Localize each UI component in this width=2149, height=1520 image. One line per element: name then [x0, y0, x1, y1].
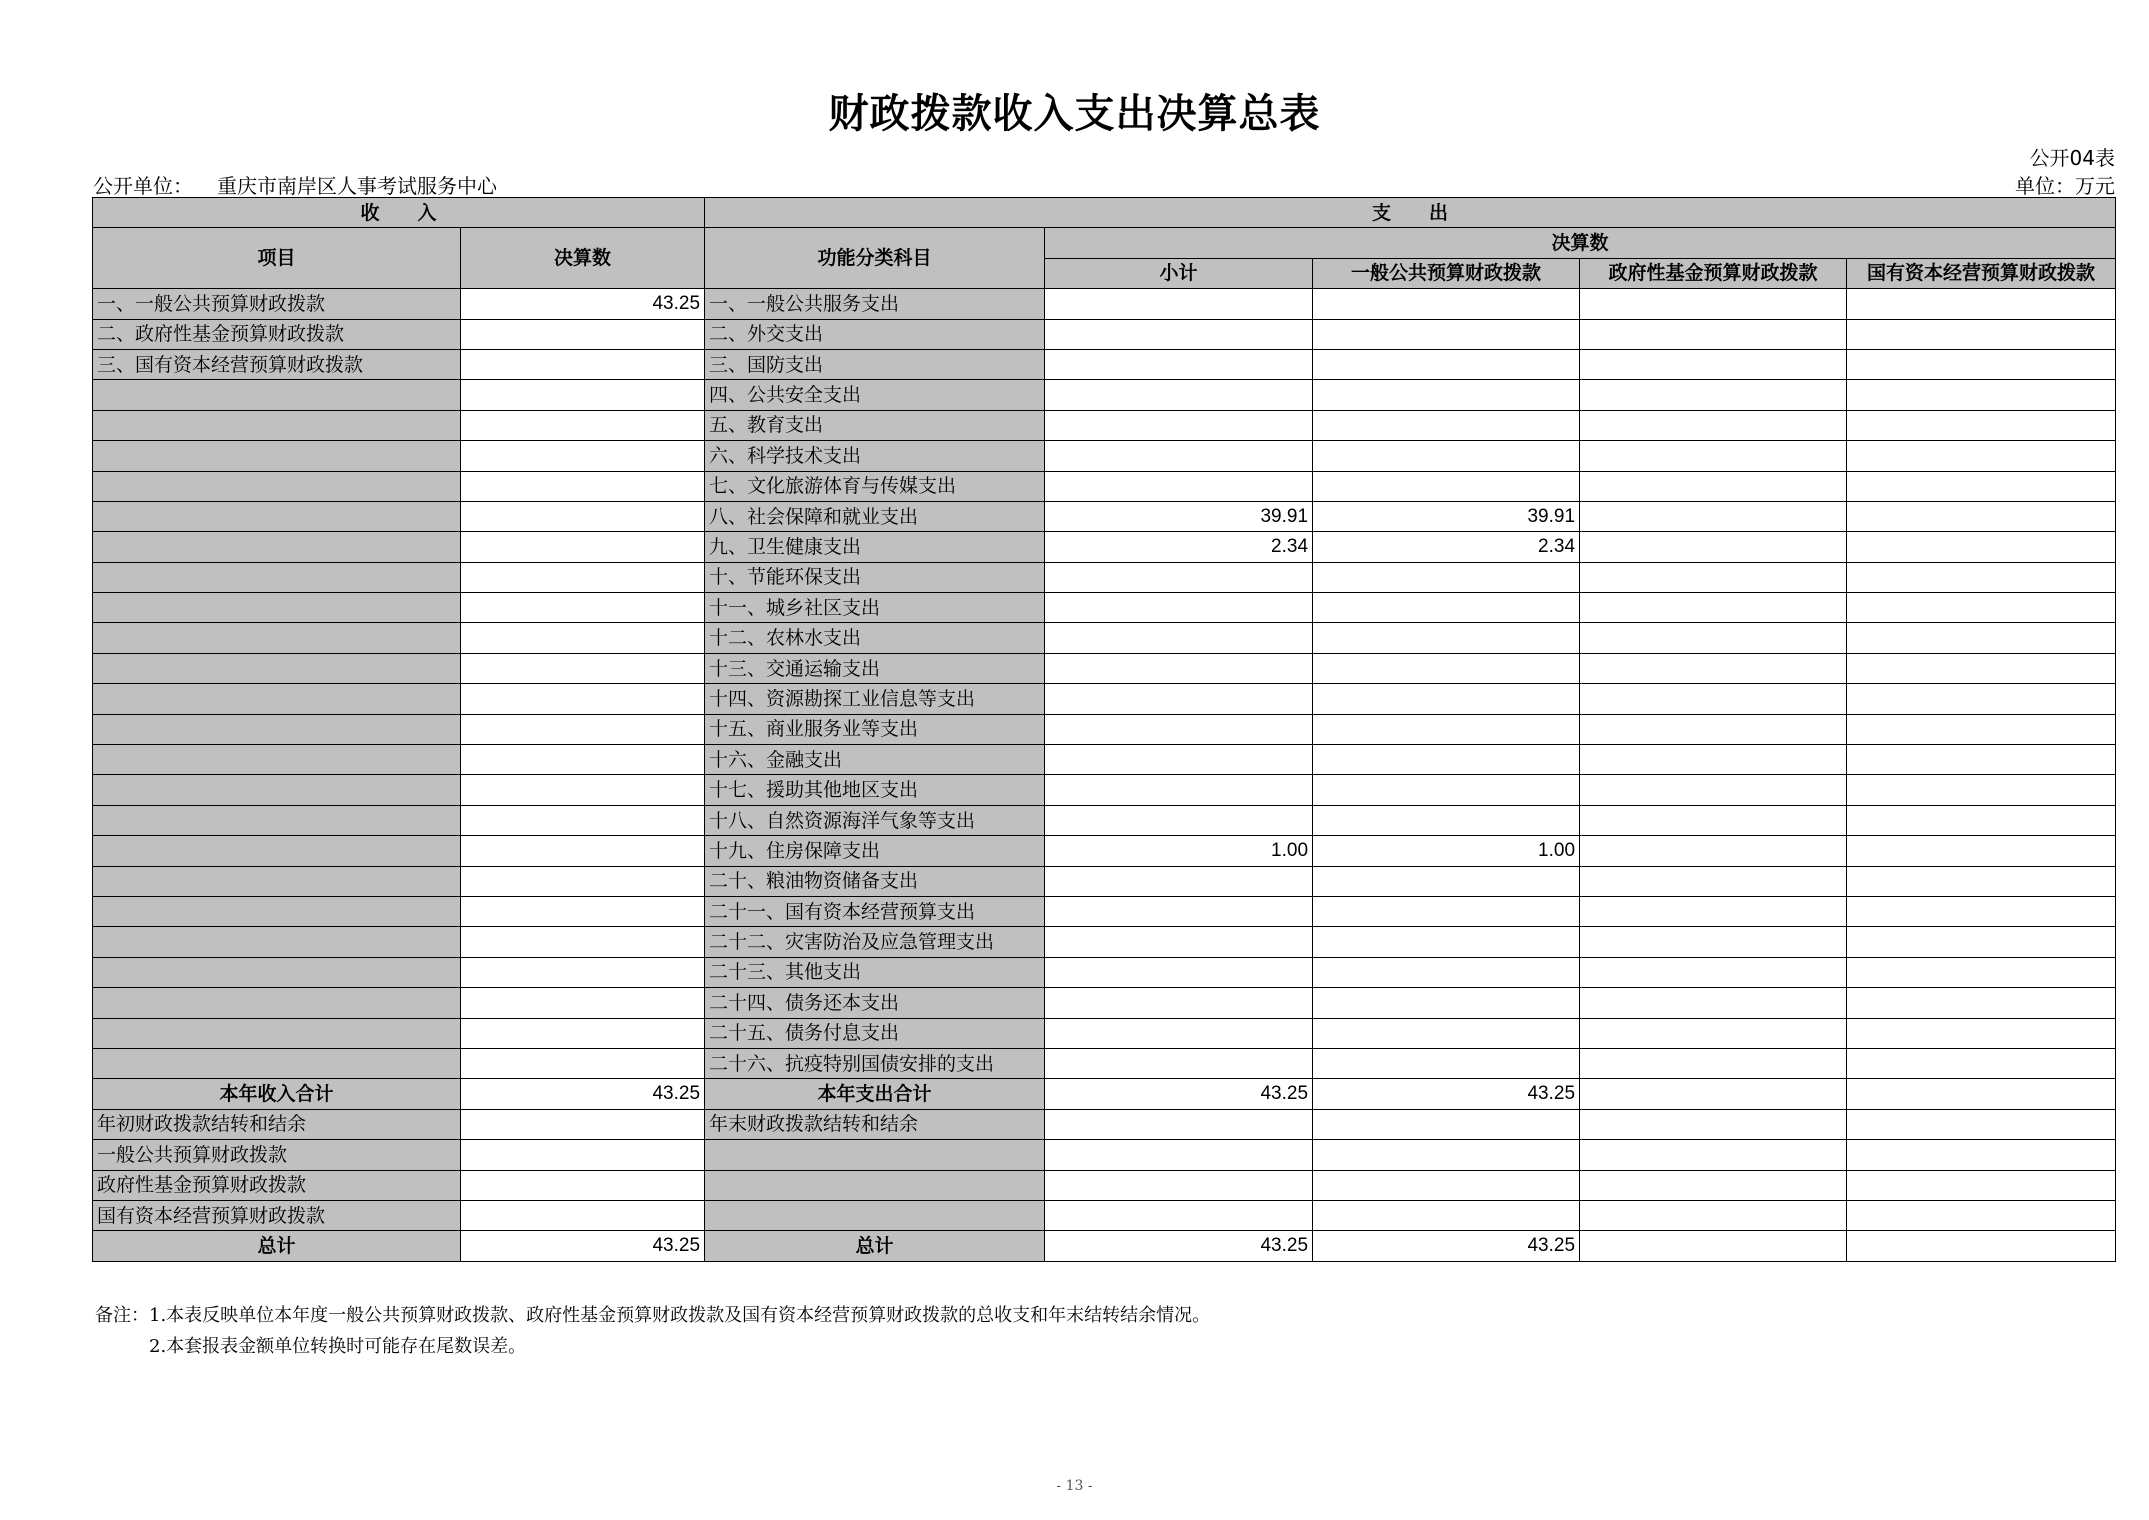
expense-gov-fund: [1580, 532, 1847, 562]
expense-item: 二、外交支出: [705, 319, 1045, 349]
income-item: [93, 441, 461, 471]
carry-end-item-amount: [1045, 1200, 1313, 1230]
reporting-unit: [93, 170, 497, 199]
carry-item-row: [93, 1140, 2116, 1170]
year-expense-state-capital: [1847, 1079, 2116, 1109]
reporting-unit-name: 重庆市南岸区人事考试服务中心: [217, 174, 497, 198]
carry-begin-amount: [461, 1109, 705, 1139]
expense-item: 二十三、其他支出: [705, 957, 1045, 987]
expense-gov-fund: [1580, 441, 1847, 471]
carry-end-item-amount: [1045, 1140, 1313, 1170]
expense-subtotal: 2.34: [1045, 532, 1313, 562]
expense-item: 十八、自然资源海洋气象等支出: [705, 805, 1045, 835]
carry-end-item-amount: [1847, 1140, 2116, 1170]
expense-general: [1313, 562, 1580, 592]
expense-gov-fund: [1580, 1018, 1847, 1048]
carry-end-item-amount: [1580, 1200, 1847, 1230]
expense-gov-fund: [1580, 714, 1847, 744]
grand-expense-subtotal: 43.25: [1045, 1231, 1313, 1261]
table-row: [93, 866, 2116, 896]
expense-item: 十、节能环保支出: [705, 562, 1045, 592]
expense-general: [1313, 805, 1580, 835]
carry-item-amount: [461, 1140, 705, 1170]
income-amount: [461, 745, 705, 775]
expense-item: 十九、住房保障支出: [705, 836, 1045, 866]
expense-subtotal: [1045, 593, 1313, 623]
table-row: [93, 896, 2116, 926]
expense-subtotal: [1045, 380, 1313, 410]
expense-general: [1313, 1018, 1580, 1048]
income-item: [93, 745, 461, 775]
budget-amount-header: 决算数: [1045, 228, 2116, 258]
expense-state-capital: [1847, 653, 2116, 683]
expense-general: [1313, 471, 1580, 501]
expense-state-capital: [1847, 927, 2116, 957]
grand-expense-state-capital: [1847, 1231, 2116, 1261]
table-row: [93, 441, 2116, 471]
income-item: [93, 623, 461, 653]
expense-state-capital: [1847, 532, 2116, 562]
table-row: [93, 593, 2116, 623]
expense-subtotal: [1045, 471, 1313, 501]
expense-item: 三、国防支出: [705, 349, 1045, 379]
expense-subtotal: [1045, 745, 1313, 775]
income-amount: [461, 988, 705, 1018]
expense-state-capital: [1847, 319, 2116, 349]
income-item: [93, 988, 461, 1018]
expense-subtotal: [1045, 653, 1313, 683]
expense-gov-fund: [1580, 562, 1847, 592]
table-row: [93, 319, 2116, 349]
expense-gov-fund: [1580, 836, 1847, 866]
income-amount: [461, 805, 705, 835]
expense-general: 2.34: [1313, 532, 1580, 562]
income-item: 一、一般公共预算财政拨款: [93, 289, 461, 319]
expense-general: [1313, 775, 1580, 805]
table-body: [93, 289, 2116, 1262]
table-row: [93, 1018, 2116, 1048]
income-item: [93, 866, 461, 896]
income-item: [93, 653, 461, 683]
expense-general: [1313, 441, 1580, 471]
expense-gov-fund: [1580, 623, 1847, 653]
expense-gov-fund: [1580, 957, 1847, 987]
expense-gov-fund: [1580, 380, 1847, 410]
expense-general: [1313, 349, 1580, 379]
expense-gov-fund: [1580, 1048, 1847, 1078]
year-income-total: 43.25: [461, 1079, 705, 1109]
expense-item: 二十五、债务付息支出: [705, 1018, 1045, 1048]
expense-state-capital: [1847, 805, 2116, 835]
expense-item: 二十二、灾害防治及应急管理支出: [705, 927, 1045, 957]
income-amount: [461, 349, 705, 379]
income-amount: [461, 1048, 705, 1078]
income-amount: [461, 927, 705, 957]
expense-gov-fund: [1580, 653, 1847, 683]
expense-subtotal: [1045, 896, 1313, 926]
grand-income-total: 43.25: [461, 1231, 705, 1261]
income-item: [93, 471, 461, 501]
expense-item: 九、卫生健康支出: [705, 532, 1045, 562]
table-row: [93, 988, 2116, 1018]
income-item: [93, 805, 461, 835]
grand-total-row: [93, 1231, 2116, 1261]
expense-subtotal: [1045, 349, 1313, 379]
expense-item: 二十、粮油物资储备支出: [705, 866, 1045, 896]
expense-item: 一、一般公共服务支出: [705, 289, 1045, 319]
expense-state-capital: [1847, 380, 2116, 410]
expense-state-capital: [1847, 866, 2116, 896]
expense-subtotal: [1045, 1048, 1313, 1078]
table-row: [93, 562, 2116, 592]
expense-subtotal: [1045, 319, 1313, 349]
expense-state-capital: [1847, 775, 2116, 805]
table-row: [93, 714, 2116, 744]
expense-general: [1313, 866, 1580, 896]
grand-income-total-label: 总计: [93, 1231, 461, 1261]
income-amount: [461, 471, 705, 501]
income-item: [93, 927, 461, 957]
amount-header: 决算数: [461, 228, 705, 289]
grand-expense-general: 43.25: [1313, 1231, 1580, 1261]
expense-general: [1313, 927, 1580, 957]
income-amount: 43.25: [461, 289, 705, 319]
expense-subtotal: [1045, 684, 1313, 714]
income-item: [93, 380, 461, 410]
table-row: [93, 684, 2116, 714]
expense-gov-fund: [1580, 289, 1847, 319]
expense-subtotal: [1045, 623, 1313, 653]
expense-subtotal: [1045, 410, 1313, 440]
carry-end-item-amount: [1847, 1200, 2116, 1230]
expense-gov-fund: [1580, 805, 1847, 835]
carry-item-row: [93, 1170, 2116, 1200]
expense-general: [1313, 410, 1580, 440]
expense-state-capital: [1847, 896, 2116, 926]
page-number: - 13 -: [1056, 1478, 1093, 1494]
carry-end-item-amount: [1045, 1170, 1313, 1200]
expense-state-capital: [1847, 441, 2116, 471]
expense-subtotal: [1045, 927, 1313, 957]
income-amount: [461, 866, 705, 896]
gov-fund-header: 政府性基金预算财政拨款: [1580, 258, 1847, 288]
table-row: [93, 532, 2116, 562]
expense-state-capital: [1847, 501, 2116, 531]
expense-state-capital: [1847, 410, 2116, 440]
carry-end-amount: [1045, 1109, 1313, 1139]
expense-item: 二十四、债务还本支出: [705, 988, 1045, 1018]
expense-state-capital: [1847, 349, 2116, 379]
income-item: [93, 532, 461, 562]
income-amount: [461, 896, 705, 926]
carry-end-item-label: [705, 1200, 1045, 1230]
page-title: 财政拨款收入支出决算总表: [828, 91, 1321, 137]
income-item: [93, 836, 461, 866]
expense-gov-fund: [1580, 745, 1847, 775]
year-income-total-label: 本年收入合计: [93, 1079, 461, 1109]
expense-state-capital: [1847, 836, 2116, 866]
expense-state-capital: [1847, 957, 2116, 987]
expense-item: 十五、商业服务业等支出: [705, 714, 1045, 744]
expense-subtotal: [1045, 775, 1313, 805]
expense-general: [1313, 380, 1580, 410]
carry-end-item-amount: [1580, 1140, 1847, 1170]
expense-item: 十三、交通运输支出: [705, 653, 1045, 683]
income-item: [93, 501, 461, 531]
carry-end-label: 年末财政拨款结转和结余: [705, 1109, 1045, 1139]
carry-end-amount: [1580, 1109, 1847, 1139]
expense-item: 十二、农林水支出: [705, 623, 1045, 653]
table-row: [93, 410, 2116, 440]
table-row: [93, 836, 2116, 866]
income-amount: [461, 441, 705, 471]
income-amount: [461, 532, 705, 562]
expense-general: [1313, 745, 1580, 775]
expense-subtotal: [1045, 289, 1313, 319]
expense-subtotal: [1045, 957, 1313, 987]
expense-general: 1.00: [1313, 836, 1580, 866]
expense-gov-fund: [1580, 593, 1847, 623]
expense-general: [1313, 319, 1580, 349]
expense-subtotal: [1045, 1018, 1313, 1048]
expense-general: [1313, 1048, 1580, 1078]
expense-state-capital: [1847, 745, 2116, 775]
income-amount: [461, 836, 705, 866]
expense-gov-fund: [1580, 349, 1847, 379]
carry-end-item-amount: [1313, 1140, 1580, 1170]
income-amount: [461, 623, 705, 653]
income-amount: [461, 501, 705, 531]
expense-subtotal: [1045, 866, 1313, 896]
income-amount: [461, 562, 705, 592]
carry-item-amount: [461, 1200, 705, 1230]
expense-item: 十七、援助其他地区支出: [705, 775, 1045, 805]
expense-item: 六、科学技术支出: [705, 441, 1045, 471]
expense-gov-fund: [1580, 319, 1847, 349]
income-amount: [461, 593, 705, 623]
year-expense-total-label: 本年支出合计: [705, 1079, 1045, 1109]
income-item: [93, 775, 461, 805]
year-expense-gov-fund: [1580, 1079, 1847, 1109]
state-capital-header: 国有资本经营预算财政拨款: [1847, 258, 2116, 288]
income-item: [93, 896, 461, 926]
note-2: 2.本套报表金额单位转换时可能存在尾数误差。: [149, 1336, 527, 1357]
carry-end-item-amount: [1847, 1170, 2116, 1200]
table-row: [93, 471, 2116, 501]
item-header: 项目: [93, 228, 461, 289]
expense-gov-fund: [1580, 501, 1847, 531]
table-row: [93, 1048, 2116, 1078]
reporting-unit-label: 公开单位：: [93, 174, 193, 198]
general-budget-header: 一般公共预算财政拨款: [1313, 258, 1580, 288]
carry-item-amount: [461, 1170, 705, 1200]
expense-general: [1313, 684, 1580, 714]
carry-begin-label: 年初财政拨款结转和结余: [93, 1109, 461, 1139]
expense-gov-fund: [1580, 927, 1847, 957]
carry-item-label: 政府性基金预算财政拨款: [93, 1170, 461, 1200]
carry-end-amount: [1847, 1109, 2116, 1139]
income-item: [93, 1018, 461, 1048]
income-item: [93, 410, 461, 440]
table-row: [93, 501, 2116, 531]
expense-state-capital: [1847, 988, 2116, 1018]
income-header: 收 入: [93, 198, 705, 228]
expense-subtotal: [1045, 805, 1313, 835]
expense-state-capital: [1847, 623, 2116, 653]
income-item: 三、国有资本经营预算财政拨款: [93, 349, 461, 379]
income-amount: [461, 684, 705, 714]
expense-item: 十一、城乡社区支出: [705, 593, 1045, 623]
carry-end-item-label: [705, 1140, 1045, 1170]
table-row: [93, 653, 2116, 683]
carry-item-label: 国有资本经营预算财政拨款: [93, 1200, 461, 1230]
income-amount: [461, 410, 705, 440]
income-amount: [461, 653, 705, 683]
income-item: 二、政府性基金预算财政拨款: [93, 319, 461, 349]
subtotal-header: 小计: [1045, 258, 1313, 288]
carry-end-amount: [1313, 1109, 1580, 1139]
year-expense-subtotal: 43.25: [1045, 1079, 1313, 1109]
budget-table: [92, 197, 2116, 1262]
income-amount: [461, 380, 705, 410]
expense-state-capital: [1847, 714, 2116, 744]
money-unit: 单位：万元: [2015, 174, 2115, 198]
income-item: [93, 562, 461, 592]
expense-state-capital: [1847, 289, 2116, 319]
carry-end-item-amount: [1313, 1170, 1580, 1200]
expense-item: 四、公共安全支出: [705, 380, 1045, 410]
income-item: [93, 593, 461, 623]
expense-subtotal: 39.91: [1045, 501, 1313, 531]
carry-item-label: 一般公共预算财政拨款: [93, 1140, 461, 1170]
expense-item: 五、教育支出: [705, 410, 1045, 440]
expense-gov-fund: [1580, 684, 1847, 714]
expense-item: 十四、资源勘探工业信息等支出: [705, 684, 1045, 714]
expense-general: [1313, 896, 1580, 926]
income-amount: [461, 957, 705, 987]
carry-row: [93, 1109, 2116, 1139]
note-1: 备注：1.本表反映单位本年度一般公共预算财政拨款、政府性基金预算财政拨款及国有资本经营预算财政拨款的总收支和年末结转结余情况。: [95, 1305, 1211, 1326]
table-row: [93, 623, 2116, 653]
year-total-row: [93, 1079, 2116, 1109]
expense-gov-fund: [1580, 988, 1847, 1018]
func-category-header: 功能分类科目: [705, 228, 1045, 289]
expense-state-capital: [1847, 593, 2116, 623]
income-item: [93, 957, 461, 987]
year-expense-general: 43.25: [1313, 1079, 1580, 1109]
expense-general: [1313, 289, 1580, 319]
expense-gov-fund: [1580, 471, 1847, 501]
income-amount: [461, 1018, 705, 1048]
table-row: [93, 289, 2116, 319]
expense-general: [1313, 623, 1580, 653]
expense-state-capital: [1847, 471, 2116, 501]
table-row: [93, 745, 2116, 775]
expense-state-capital: [1847, 562, 2116, 592]
income-amount: [461, 319, 705, 349]
expense-item: 二十六、抗疫特别国债安排的支出: [705, 1048, 1045, 1078]
expense-subtotal: [1045, 441, 1313, 471]
expense-subtotal: [1045, 562, 1313, 592]
grand-expense-total-label: 总计: [705, 1231, 1045, 1261]
expense-header: 支 出: [705, 198, 2116, 228]
expense-item: 八、社会保障和就业支出: [705, 501, 1045, 531]
expense-item: 七、文化旅游体育与传媒支出: [705, 471, 1045, 501]
expense-general: [1313, 714, 1580, 744]
expense-gov-fund: [1580, 775, 1847, 805]
expense-gov-fund: [1580, 896, 1847, 926]
expense-item: 十六、金融支出: [705, 745, 1045, 775]
expense-state-capital: [1847, 1048, 2116, 1078]
carry-item-row: [93, 1200, 2116, 1230]
carry-end-item-amount: [1580, 1170, 1847, 1200]
income-item: [93, 1048, 461, 1078]
income-item: [93, 714, 461, 744]
expense-general: [1313, 988, 1580, 1018]
table-row: [93, 927, 2116, 957]
expense-general: [1313, 957, 1580, 987]
carry-end-item-amount: [1313, 1200, 1580, 1230]
expense-subtotal: 1.00: [1045, 836, 1313, 866]
expense-gov-fund: [1580, 866, 1847, 896]
carry-end-item-label: [705, 1170, 1045, 1200]
expense-state-capital: [1847, 1018, 2116, 1048]
expense-general: [1313, 593, 1580, 623]
expense-gov-fund: [1580, 410, 1847, 440]
expense-subtotal: [1045, 988, 1313, 1018]
expense-subtotal: [1045, 714, 1313, 744]
table-row: [93, 349, 2116, 379]
expense-item: 二十一、国有资本经营预算支出: [705, 896, 1045, 926]
table-row: [93, 380, 2116, 410]
expense-state-capital: [1847, 684, 2116, 714]
table-row: [93, 805, 2116, 835]
income-amount: [461, 714, 705, 744]
expense-general: [1313, 653, 1580, 683]
table-row: [93, 957, 2116, 987]
income-item: [93, 684, 461, 714]
expense-general: 39.91: [1313, 501, 1580, 531]
form-number: 公开04表: [2029, 146, 2115, 170]
table-row: [93, 775, 2116, 805]
grand-expense-gov-fund: [1580, 1231, 1847, 1261]
notes: [95, 1300, 1210, 1362]
income-amount: [461, 775, 705, 805]
